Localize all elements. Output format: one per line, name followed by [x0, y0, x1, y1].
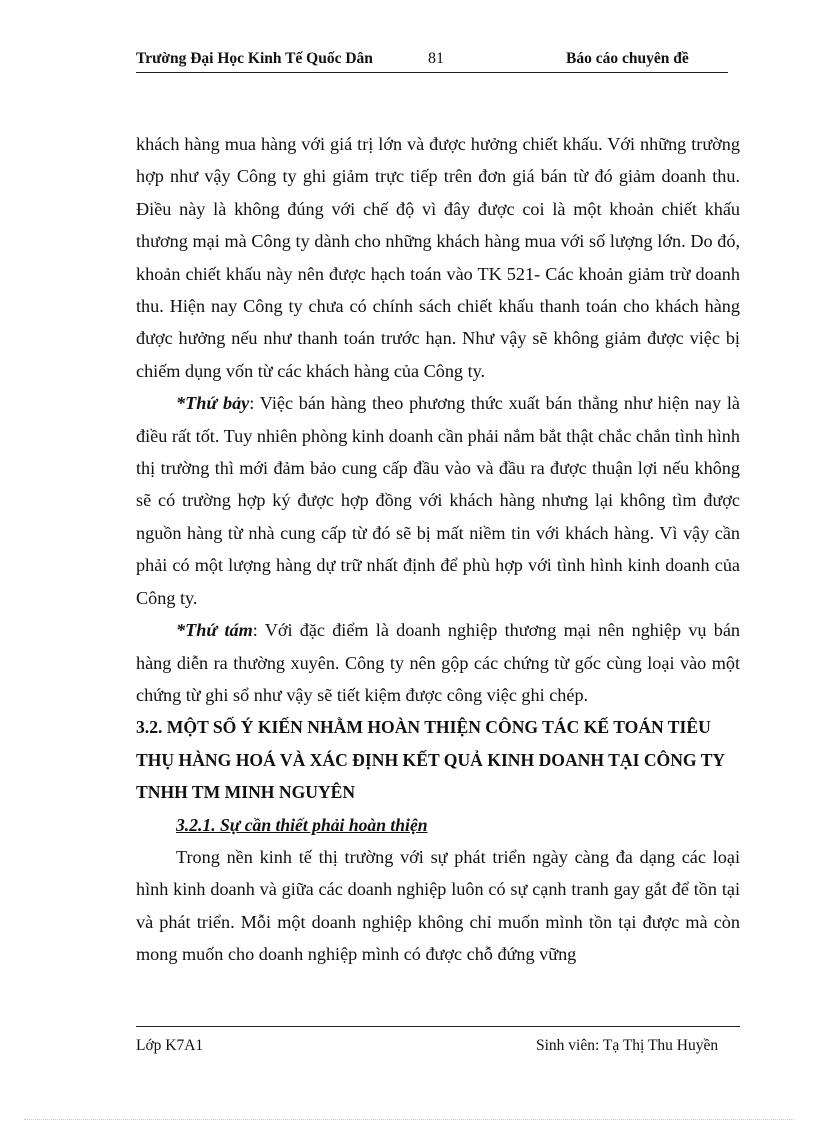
subsection-heading-text: 3.2.1. Sự cần thiết phải hoàn thiện — [176, 814, 428, 835]
page-edge-divider — [24, 1119, 794, 1120]
section-heading: 3.2. MỘT SỐ Ý KIẾN NHẰM HOÀN THIỆN CÔNG TÁC KẾ TOÁN TIÊU THỤ HÀNG HOÁ VÀ XÁC ĐỊNH KẾT QUẢ KINH DOANH TẠI CÔNG TY TNHH TM MINH NGUYÊN — [136, 717, 725, 803]
paragraph-3 — [136, 614, 740, 711]
paragraph-2-lead: *Thứ bảy — [176, 393, 250, 414]
document-body — [136, 128, 740, 971]
paragraph-3-lead: *Thứ tám — [176, 620, 253, 641]
paragraph-2 — [136, 387, 740, 614]
paragraph-2-text: : Việc bán hàng theo phương thức xuất bán thẳng như hiện nay là điều rất tốt. Tuy nhiên phòng kinh doanh cần phải nắm bắt thật chắc chắn tình hình thị trường thì mới đảm bảo cung cấp đầu vào và đầu ra được thuận lợi nếu không sẽ có trường hợp ký được hợp đồng với khách hàng nhưng lại không tìm được nguồn hàng từ nhà cung cấp từ đó sẽ bị mất niềm tin với khách hàng. Vì vậy cần phải có một lượng hàng dự trữ nhất định để phù hợp với tình hình kinh doanh của Công ty. — [136, 393, 740, 608]
header-school-name: Trường Đại Học Kinh Tế Quốc Dân — [136, 50, 373, 67]
subsection-heading — [136, 809, 740, 841]
footer-divider — [136, 1026, 740, 1027]
header-report-type: Báo cáo chuyên đề — [566, 50, 689, 67]
footer-class-label: Lớp K7A1 — [136, 1037, 204, 1054]
paragraph-3-text: : Với đặc điểm là doanh nghiệp thương mại nên nghiệp vụ bán hàng diễn ra thường xuyên. Công ty nên gộp các chứng từ gốc cùng loại vào một chứng từ ghi sổ như vậy sẽ tiết kiệm được công việc ghi chép. — [136, 620, 741, 705]
header-page-number: 81 — [428, 50, 444, 67]
paragraph-1: khách hàng mua hàng với giá trị lớn và được hưởng chiết khấu. Với những trường hợp như vậy Công ty ghi giảm trực tiếp trên đơn giá bán từ đó giảm doanh thu. Điều này là không đúng với chế độ vì đây được coi là một khoản chiết khấu thương mại mà Công ty dành cho những khách hàng mua với số lượng lớn. Do đó, khoản chiết khấu này nên được hạch toán vào TK 521- Các khoản giảm trừ doanh thu. Hiện nay Công ty chưa có chính sách chiết khấu thanh toán cho khách hàng được hưởng nếu như thanh toán trước hạn. Như vậy sẽ không giảm được việc bị chiếm dụng vốn từ các khách hàng của Công ty. — [136, 134, 740, 381]
paragraph-4: Trong nền kinh tế thị trường với sự phát triển ngày càng đa dạng các loại hình kinh doanh và giữa các doanh nghiệp luôn có sự cạnh tranh gay gắt để tồn tại và phát triển. Mỗi một doanh nghiệp không chỉ muốn mình tồn tại được mà còn mong muốn cho doanh nghiệp mình có được chỗ đứng vững — [136, 846, 740, 965]
page-header — [136, 46, 728, 73]
footer-student-label: Sinh viên: Tạ Thị Thu Huyền — [536, 1037, 719, 1054]
